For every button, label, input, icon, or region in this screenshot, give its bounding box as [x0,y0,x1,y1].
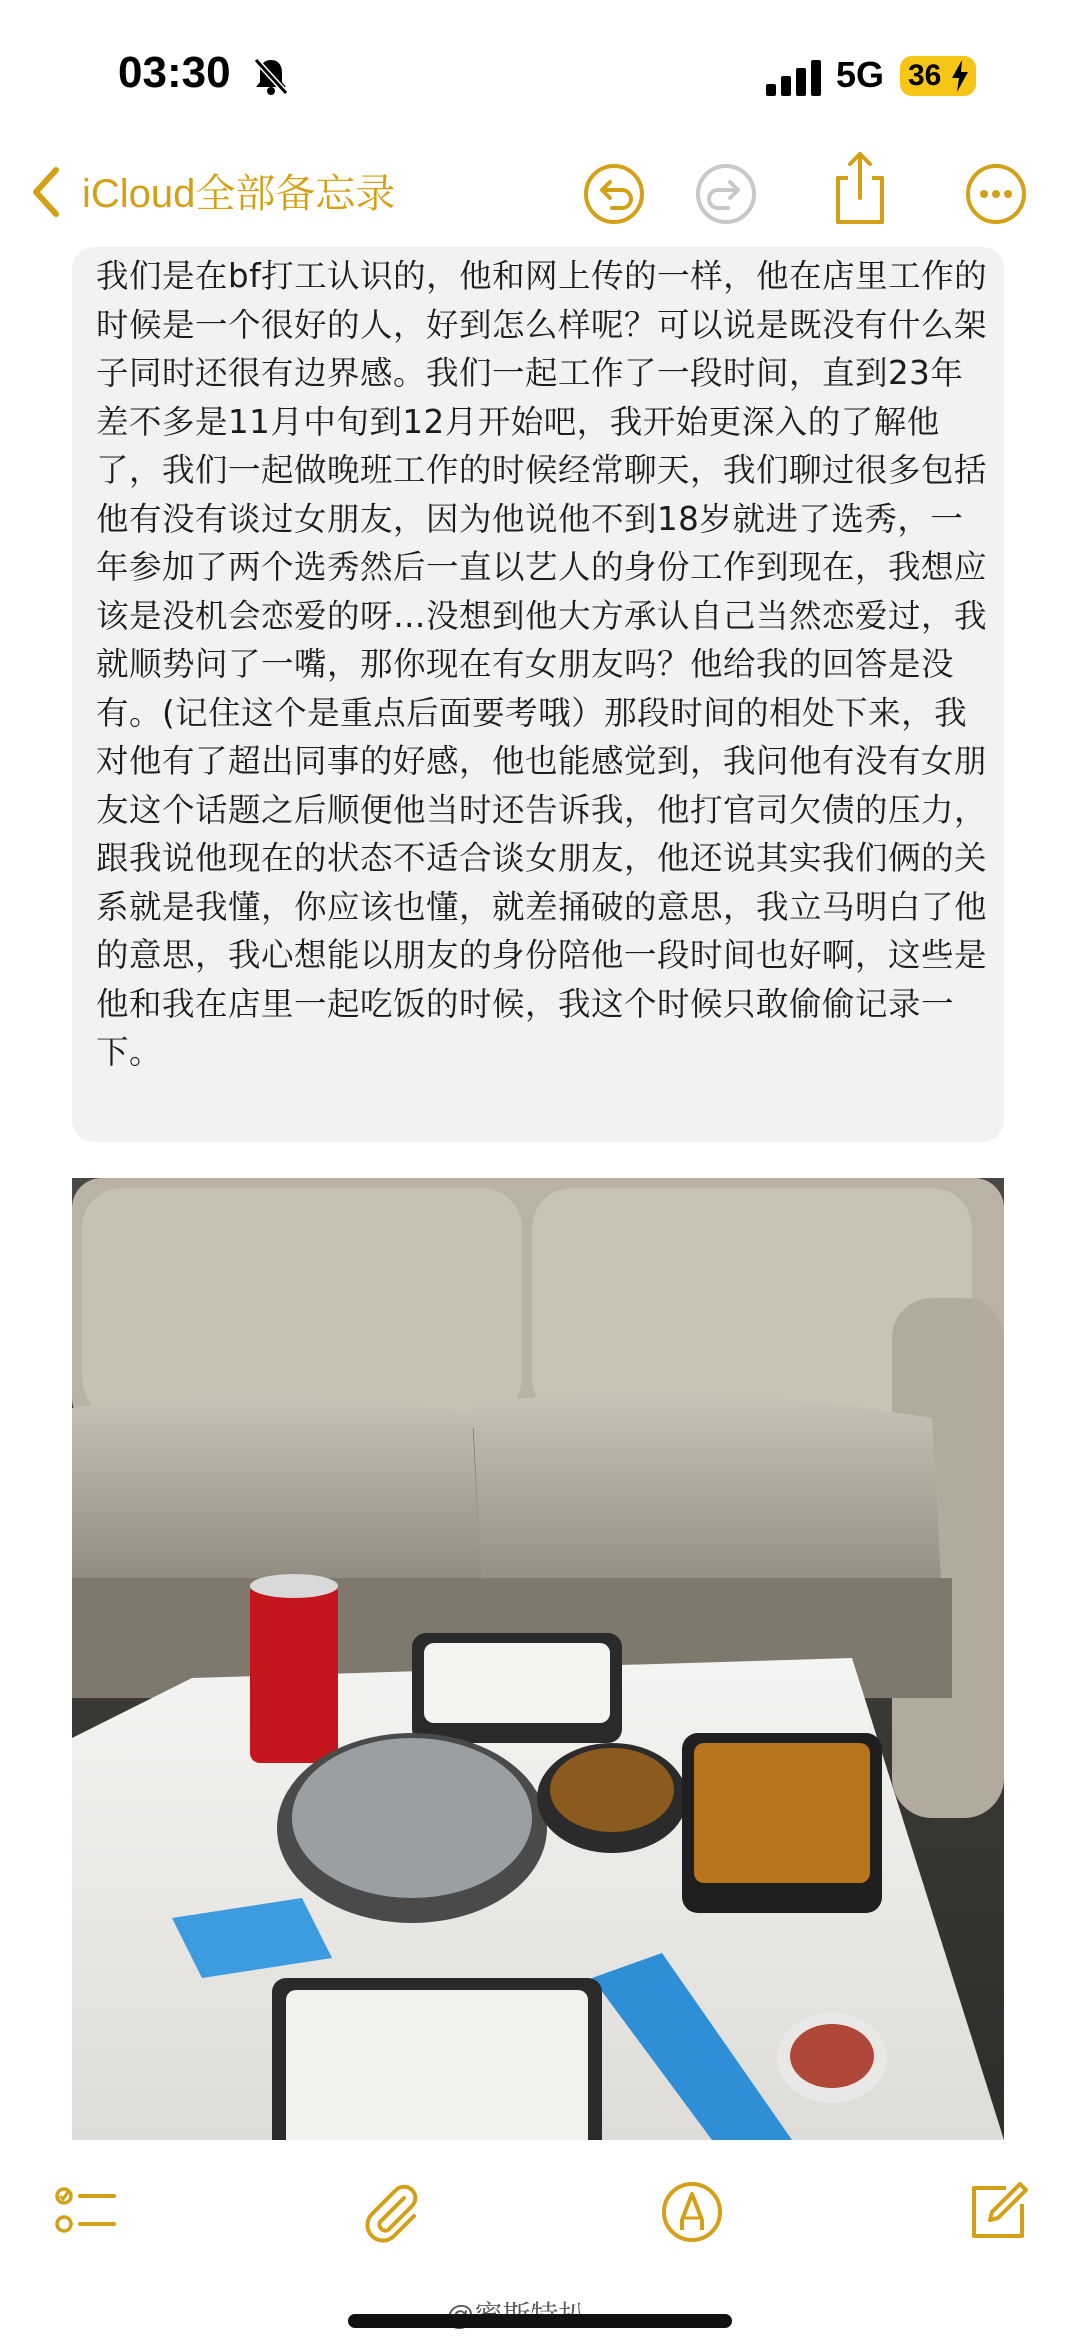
navigation-bar [0,150,1080,240]
home-indicator[interactable] [348,2314,732,2328]
photo-sofa-meal [72,1178,1004,2140]
charging-bolt-icon [952,60,968,92]
back-button-label[interactable]: iCloud全部备忘录 [82,172,396,216]
battery-indicator [900,56,976,96]
status-bar [0,42,1080,112]
undo-icon[interactable] [582,162,646,226]
note-body-text[interactable]: 我们是在bf打工认识的，他和网上传的一样，他在店里工作的时候是一个很好的人，好到怎么样呢？可以说是既没有什么架子同时还很有边界感。我们一起工作了一段时间，直到23年差不多是11月中旬到12月开始吧，我开始更深入的了解他了，我们一起做晚班工作的时候经常聊天，我们聊过很多包括他有没有谈过女朋友，因为他说他不到18岁就进了选秀，一年参加了两个选秀然后一直以艺人的身份工作到现在，我想应该是没机会恋爱的呀…没想到他大方承认自己当然恋爱过，我就顺势问了一嘴，那你现在有女朋友吗？他给我的回答是没有。(记住这个是重点后面要考哦）那段时间的相处下来，我对他有了超出同事的好感，他也能感觉到，我问他有没有女朋友这个话题之后顺便他当时还告诉我，他打官司欠债的压力，跟我说他现在的状态不适合谈女朋友，他还说其实我们俩的关系就是我懂，你应该也懂，就差捅破的意思，我立马明白了他的意思，我心想能以朋友的身份陪他一段时间也好啊，这些是他和我在店里一起吃饭的时候，我这个时候只敢偷偷记录一下。 [96,257,988,1071]
bottom-toolbar [0,2150,1080,2280]
markup-pen-icon[interactable] [660,2180,724,2244]
attached-photo[interactable] [72,1178,1004,2140]
network-type: 5G [836,54,885,95]
battery-level: 36 [908,59,942,92]
status-time: 03:30 [118,48,231,97]
bell-slash-icon [252,56,290,96]
more-icon[interactable] [964,162,1028,226]
signal-icon [766,60,822,96]
compose-icon[interactable] [966,2180,1030,2244]
back-chevron-icon[interactable] [28,164,64,220]
redo-icon[interactable] [694,162,758,226]
paperclip-icon[interactable] [360,2180,424,2244]
checklist-icon[interactable] [54,2180,118,2244]
share-icon[interactable] [828,150,892,226]
